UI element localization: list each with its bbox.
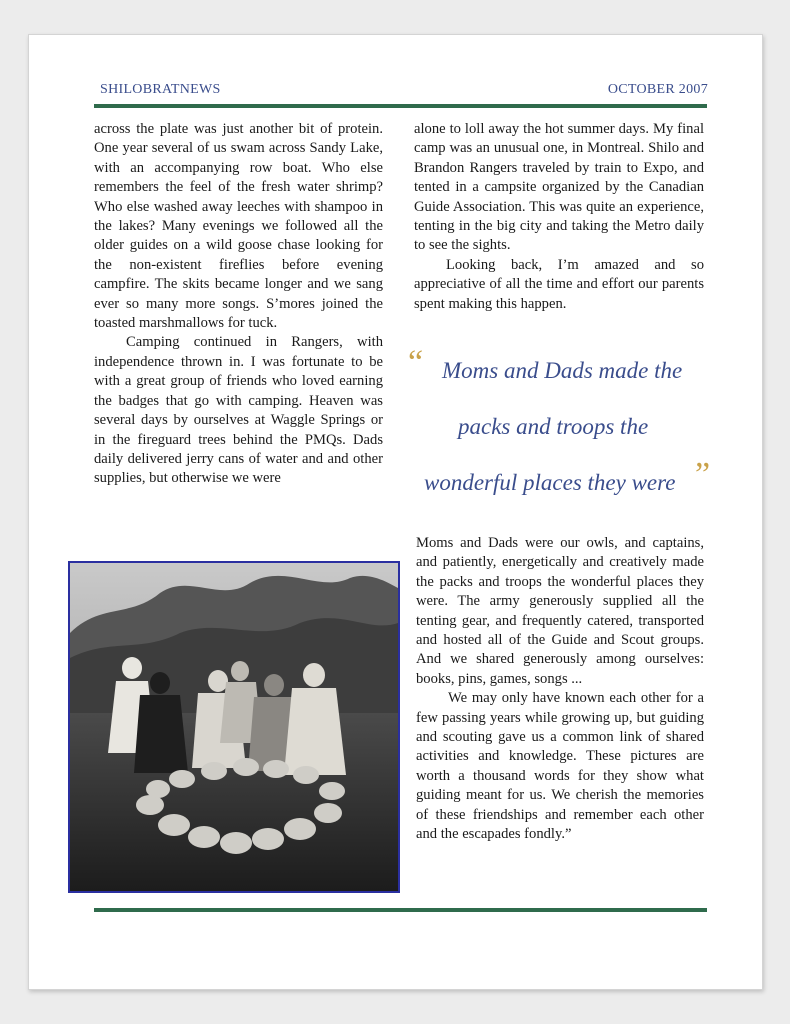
pull-quote-line-1: Moms and Dads made the	[442, 358, 683, 383]
right-column-bottom	[416, 534, 704, 845]
guides-group-photo	[68, 561, 400, 893]
masthead	[100, 82, 708, 102]
right-column-top	[414, 120, 704, 314]
left-paragraph-1: across the plate was just another bit of protein. One year several of us swam across Sandy Lake, with an accompanying row boat. Who else remembers the feel of the fresh water shrimp? Who else washed away leeches with shampoo in the lakes? Many evenings we followed all the older guides on a wild goose chase looking for the non-existent fireflies before evening campfire. The skits became longer and we sang ever so many more songs. S’mores joined the toasted marshmallows for tuck.	[94, 121, 383, 332]
right-paragraph-3: Moms and Dads were our owls, and captains, and patiently, energetically and creatively made the packs and troops the wonderful places they were. The army generously supplied all the tenting gear, and frequently catered, transported and hosted all of the Guide and Scout groups. And we shared generously among ourselves: books, pins, games, songs ...	[416, 535, 704, 687]
right-paragraph-4: We may only have known each other for a few passing years while growing up, but guiding and scouting gave us a common link of shared activities and knowledge. These pictures are worth a thousand words for they show what guiding meant for us. We cherish the memories of these friendships and remember each other and the escapades fondly.”	[416, 690, 704, 843]
pull-quote	[408, 344, 720, 504]
issue-date: OCTOBER 2007	[607, 82, 708, 97]
right-paragraph-1: alone to loll away the hot summer days. My final camp was an unusual one, in Montreal. Shilo and Brandon Rangers traveled by train to Expo, and tented in a campsite organized by the Canadian Guide Association. This was quite an experience, tenting in the big city and taking the Metro daily to see the sights.	[414, 121, 704, 254]
pull-quote-line-3: wonderful places they were	[424, 470, 676, 495]
left-paragraph-2: Camping continued in Rangers, with independence thrown in. I was fortunate to be with a great group of friends who loved earning the badges that go with camping. Heaven was several days by ourselves at Waggle Springs or in the fireguard trees behind the PMQs. Dads daily delivered jerry cans of water and and other supplies, but otherwise we were	[94, 334, 383, 487]
photo-illustration	[70, 563, 398, 891]
publication-name: SHILOBRATNEWS	[100, 82, 221, 97]
open-quote-mark: “	[408, 344, 424, 381]
footer-rule	[94, 908, 707, 912]
right-paragraph-2: Looking back, I’m amazed and so appreciative of all the time and effort our parents spent making this happen.	[414, 256, 704, 312]
close-quote-mark: ”	[695, 456, 711, 493]
header-rule	[94, 104, 707, 108]
left-column	[94, 120, 383, 489]
pull-quote-line-2: packs and troops the	[458, 414, 649, 439]
